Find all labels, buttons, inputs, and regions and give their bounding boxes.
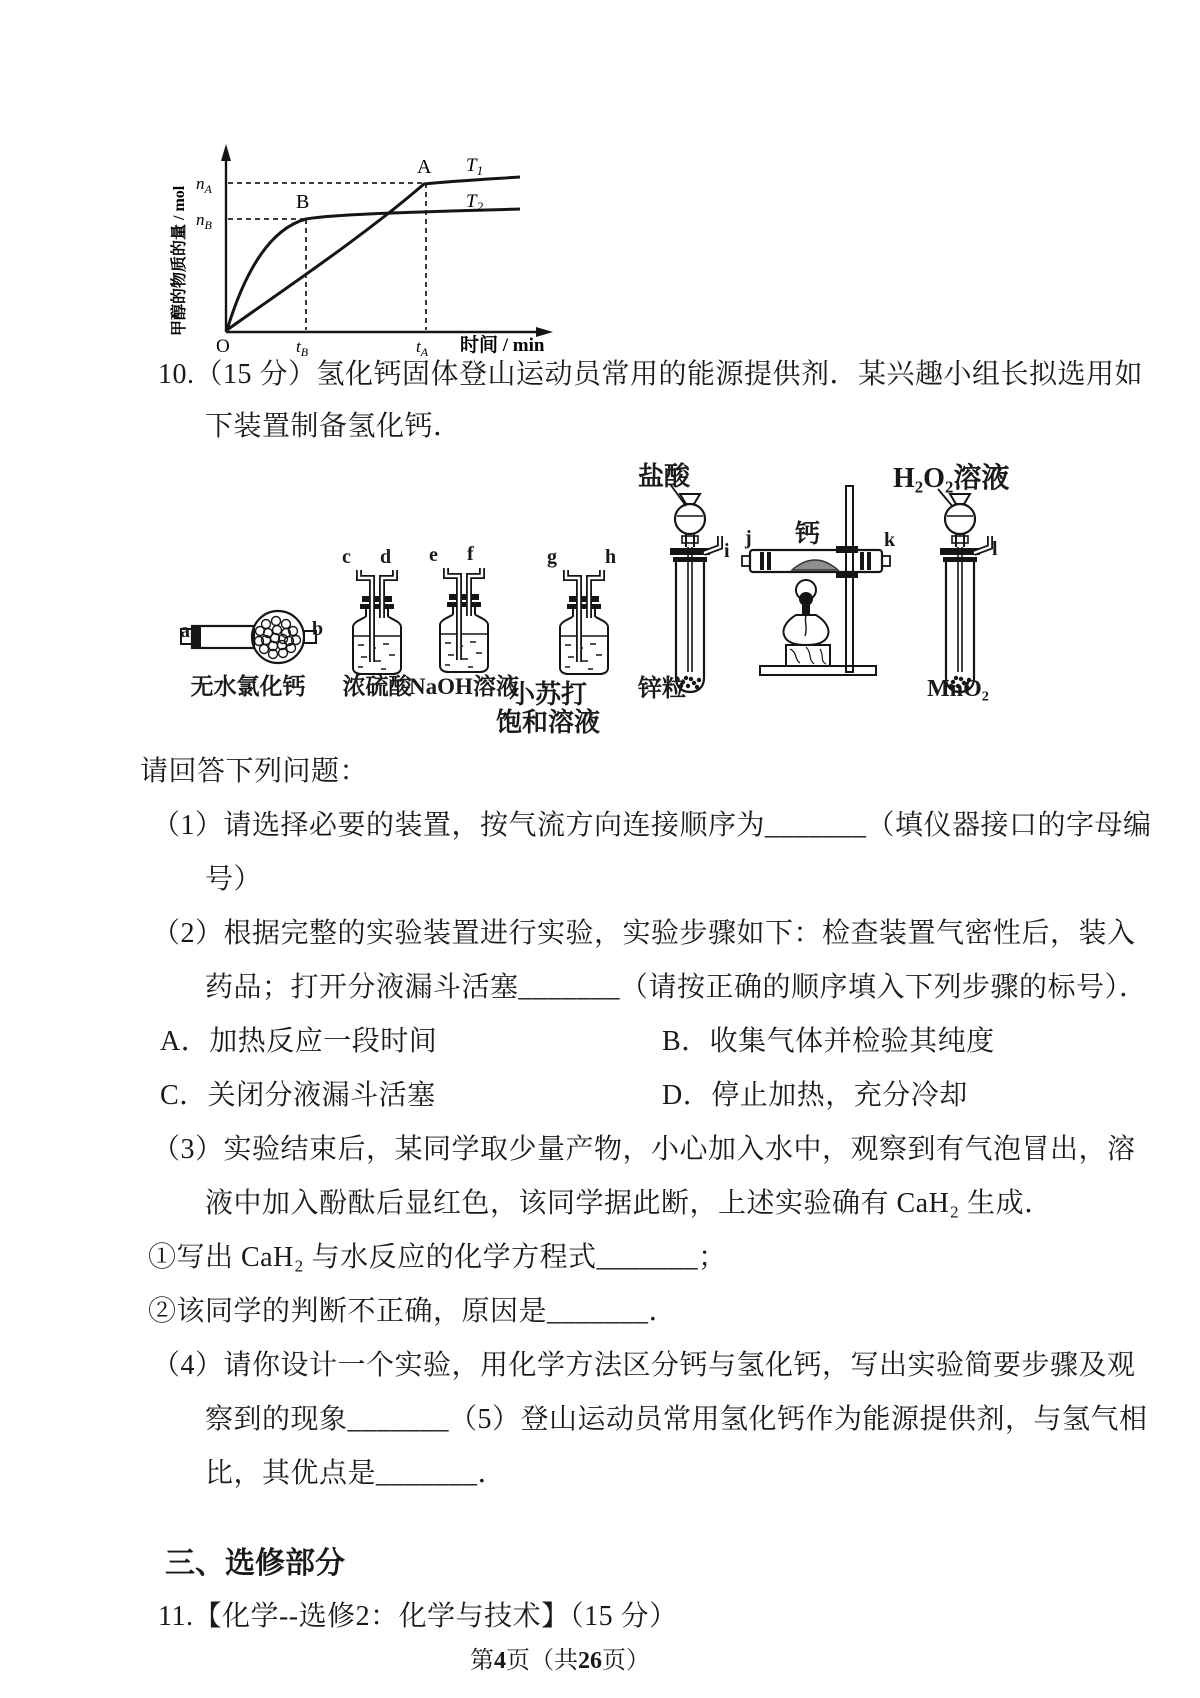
label-tA: $t_A$ [416, 337, 429, 359]
caption-nahco3-line2: 饱和溶液 [495, 708, 601, 737]
q4-line2: 察到的现象_______（5）登山运动员常用氢化钙作为能源提供剂，与氢气相 [205, 1404, 1148, 1435]
gas-bottle-nahco3 [552, 566, 616, 678]
x-axis-label: 时间 / min [460, 335, 545, 356]
port-c: c [342, 546, 351, 568]
caption-conc-h2so4: 浓硫酸 [342, 674, 412, 699]
page-footer [0, 1640, 1120, 1675]
port-j: j [745, 527, 752, 549]
option-c: C．关闭分液漏斗活塞 [160, 1080, 436, 1111]
port-e: e [429, 544, 438, 566]
port-i: i [724, 540, 730, 562]
label-nA: $n_A$ [196, 174, 212, 196]
wood-block [786, 645, 830, 666]
curve-t2 [227, 209, 520, 330]
caption-naoh: NaOH溶液 [409, 674, 519, 699]
hcl-label: 盐酸 [638, 462, 691, 491]
label-point-A: A [417, 156, 432, 178]
drying-tube-figure [178, 600, 318, 674]
q1-line2: 号） [205, 864, 263, 895]
footer-suffix: 页） [602, 1648, 650, 1674]
option-b: B．收集气体并检验其纯度 [662, 1026, 995, 1057]
label-T2: $T_2$ [466, 191, 484, 214]
port-d: d [380, 546, 392, 568]
q3-sub2: ②该同学的判断不正确，原因是_______． [148, 1296, 678, 1327]
label-T1: $T_1$ [466, 155, 484, 178]
label-origin: O [216, 336, 230, 357]
y-axis-label: 甲醇的物质的量 / mol [171, 185, 188, 336]
hydrogen-generator-tube [650, 492, 746, 697]
calcium-label: 钙 [795, 521, 821, 548]
label-nB: $n_B$ [196, 210, 212, 232]
caption-mno2: MnO₂ [927, 676, 989, 702]
caption-drying-tube: 无水氯化钙 [190, 674, 306, 699]
caption-zinc: 锌粒 [638, 676, 686, 702]
gas-bottle-naoh [432, 564, 496, 676]
option-a: A．加热反应一段时间 [160, 1026, 438, 1057]
q10-line2: 下装置制备氢化钙． [205, 411, 462, 442]
caption-nahco3-line1: 小苏打 [508, 680, 588, 709]
footer-middle: 页（共 [506, 1648, 578, 1674]
q11-line: 11.【化学--选修2：化学与技术】（15 分） [158, 1601, 678, 1632]
footer-prefix: 第 [470, 1648, 494, 1674]
q3-sub1: ①写出 CaH₂ 与水反应的化学方程式_______； [148, 1242, 727, 1273]
clamp [836, 546, 858, 553]
port-h: h [605, 546, 617, 568]
port-g: g [547, 546, 557, 568]
desiccant-balls [255, 617, 301, 659]
liquid-texture [445, 642, 482, 667]
q2-line2: 药品；打开分液漏斗活塞_______（请按正确的顺序填入下列步骤的标号）． [205, 972, 1148, 1003]
label-tB: $t_B$ [296, 337, 309, 359]
gas-bottle-conc-h2so4 [345, 566, 409, 678]
oxygen-generator-tube [920, 492, 1016, 697]
y-axis-arrow-icon [221, 144, 231, 161]
questions-intro: 请回答下列问题： [140, 756, 369, 787]
flame-icon [799, 592, 813, 606]
port-k: k [884, 529, 896, 551]
h2o2-label: H₂O₂溶液 [893, 463, 1010, 494]
methanol-amount-vs-time-graph [168, 124, 568, 359]
label-point-B: B [296, 191, 310, 213]
footer-page-number: 4 [494, 1648, 506, 1674]
q4-line3: 比，其优点是_______． [205, 1458, 507, 1489]
port-a: a [180, 620, 190, 642]
stand-base [760, 666, 876, 675]
liquid-texture [565, 644, 602, 669]
section3-heading: 三、选修部分 [165, 1547, 345, 1580]
q3-line2: 液中加入酚酞后显红色，该同学据此断，上述实验确有 CaH₂ 生成． [205, 1188, 1053, 1219]
port-f: f [467, 543, 474, 565]
calcium-sample [792, 560, 838, 570]
option-d: D．停止加热，充分冷却 [662, 1080, 968, 1111]
footer-total-pages: 26 [578, 1648, 602, 1674]
q10-line1: 10.（15 分）氢化钙固体登山运动员常用的能源提供剂．某兴趣小组长拟选用如 [158, 359, 1144, 390]
q3-line1: （3）实验结束后，某同学取少量产物，小心加入水中，观察到有气泡冒出，溶 [152, 1134, 1136, 1165]
port-b: b [312, 618, 324, 640]
q1-line1: （1）请选择必要的装置，按气流方向连接顺序为_______（填仪器接口的字母编 [152, 810, 1152, 841]
port-l: l [992, 538, 998, 560]
q2-line1: （2）根据完整的实验装置进行实验，实验步骤如下：检查装置气密性后，装入 [152, 918, 1136, 949]
liquid-texture [358, 644, 395, 669]
q4-line1: （4）请你设计一个实验，用化学方法区分钙与氢化钙，写出实验简要步骤及观 [152, 1350, 1136, 1381]
